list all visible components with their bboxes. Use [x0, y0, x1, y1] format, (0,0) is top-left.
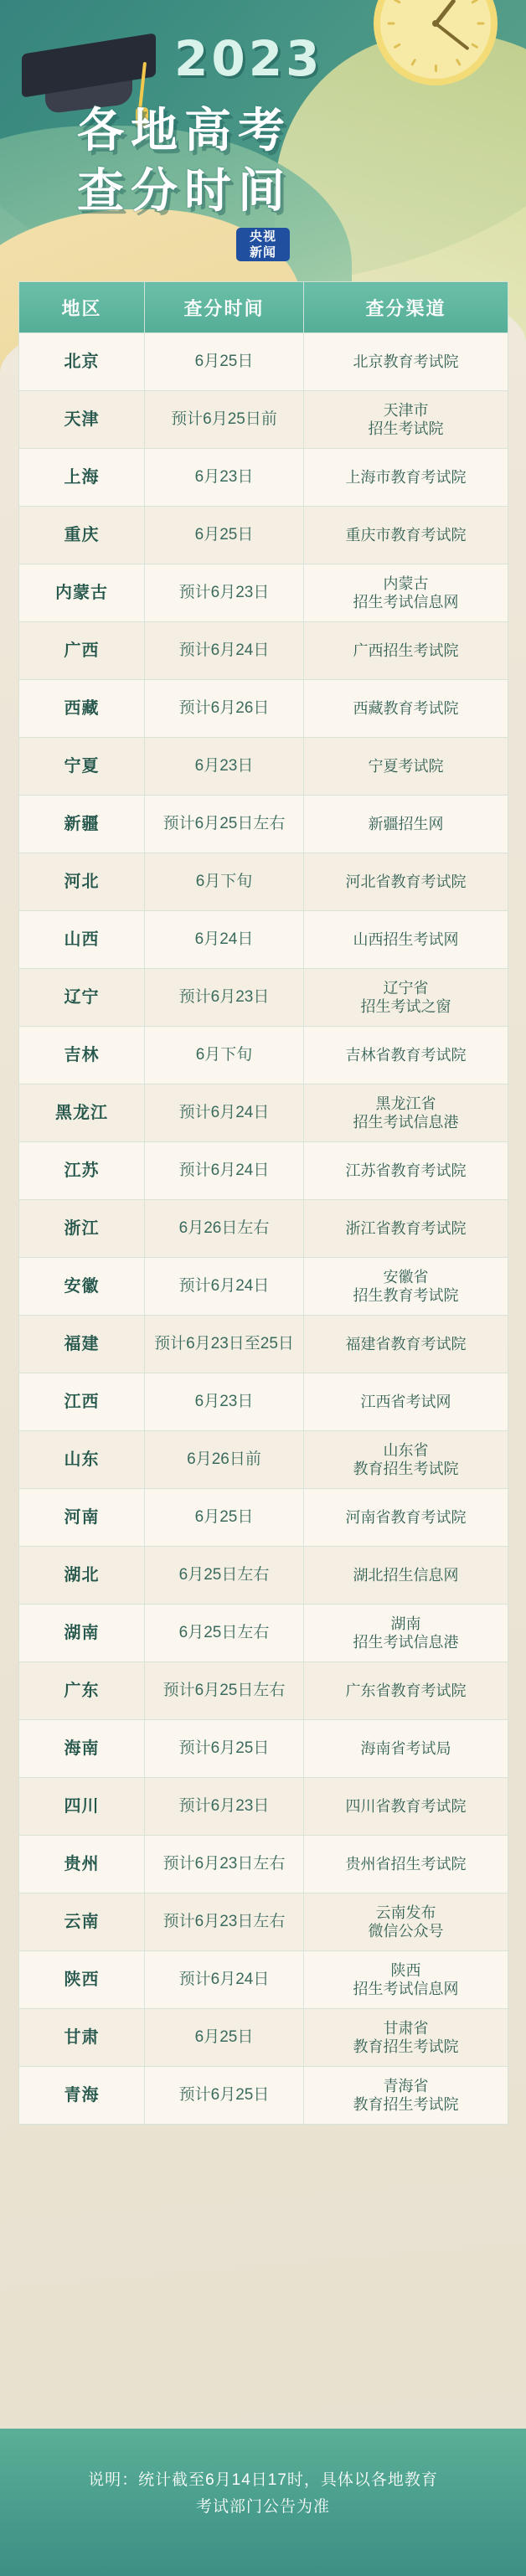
cell-channel: 宁夏考试院 [304, 738, 508, 796]
cell-region: 湖北 [19, 1547, 145, 1605]
table-row [19, 1836, 508, 1893]
cell-time: 预计6月25日 [145, 1720, 304, 1778]
cell-channel: 云南发布 微信公众号 [304, 1893, 508, 1951]
table-row [19, 1951, 508, 2009]
column-header-channel: 查分渠道 [304, 282, 508, 333]
cell-time: 6月26日左右 [145, 1200, 304, 1258]
table-row [19, 680, 508, 738]
cell-channel: 江西省考试网 [304, 1373, 508, 1431]
cell-channel: 青海省 教育招生考试院 [304, 2067, 508, 2125]
cell-channel: 广东省教育考试院 [304, 1662, 508, 1720]
cell-region: 山东 [19, 1431, 145, 1489]
table-row [19, 1547, 508, 1605]
poster-title-line-1: 各地高考 [77, 104, 291, 157]
table-row [19, 1778, 508, 1836]
cell-time: 6月25日 [145, 2009, 304, 2067]
cell-region: 云南 [19, 1893, 145, 1951]
cell-channel: 陕西 招生考试信息网 [304, 1951, 508, 2009]
cell-region: 西藏 [19, 680, 145, 738]
table-row [19, 796, 508, 853]
cell-time: 6月26日前 [145, 1431, 304, 1489]
table-row [19, 1373, 508, 1431]
table-row [19, 622, 508, 680]
table-row [19, 911, 508, 969]
table-row [19, 564, 508, 622]
table-row [19, 2009, 508, 2067]
cell-region: 江西 [19, 1373, 145, 1431]
cell-time: 预计6月24日 [145, 622, 304, 680]
cell-channel: 海南省考试局 [304, 1720, 508, 1778]
cell-channel: 北京教育考试院 [304, 333, 508, 391]
cell-time: 6月下旬 [145, 1027, 304, 1084]
cell-channel: 新疆招生网 [304, 796, 508, 853]
table-row [19, 969, 508, 1027]
cell-channel: 吉林省教育考试院 [304, 1027, 508, 1084]
table-row [19, 1200, 508, 1258]
cell-channel: 内蒙古 招生考试信息网 [304, 564, 508, 622]
cell-region: 广东 [19, 1662, 145, 1720]
cell-region: 浙江 [19, 1200, 145, 1258]
cell-time: 预计6月23日 [145, 969, 304, 1027]
cell-region: 甘肃 [19, 2009, 145, 2067]
cell-region: 重庆 [19, 507, 145, 564]
cell-time: 6月25日 [145, 507, 304, 564]
footer-note-line-1: 说明：统计截至6月14日17时，具体以各地教育 [88, 2471, 438, 2489]
cell-channel: 贵州省招生考试院 [304, 1836, 508, 1893]
cell-channel: 河北省教育考试院 [304, 853, 508, 911]
cell-channel: 福建省教育考试院 [304, 1316, 508, 1373]
cell-channel: 河南省教育考试院 [304, 1489, 508, 1547]
cell-time: 6月23日 [145, 738, 304, 796]
cell-region: 安徽 [19, 1258, 145, 1316]
table-row [19, 1431, 508, 1489]
cell-time: 预计6月24日 [145, 1084, 304, 1142]
table-row [19, 1084, 508, 1142]
table-body [19, 333, 508, 2125]
cell-channel: 四川省教育考试院 [304, 1778, 508, 1836]
poster-footer [0, 2429, 526, 2576]
table-row [19, 391, 508, 449]
table-row [19, 507, 508, 564]
cell-region: 湖南 [19, 1605, 145, 1662]
cell-time: 预计6月23日左右 [145, 1836, 304, 1893]
cell-time: 预计6月23日 [145, 1778, 304, 1836]
cell-time: 预计6月24日 [145, 1951, 304, 2009]
cctv-news-logo [236, 228, 290, 261]
table-row [19, 1720, 508, 1778]
cell-channel: 山西招生考试网 [304, 911, 508, 969]
cell-channel: 甘肃省 教育招生考试院 [304, 2009, 508, 2067]
footer-note-line-2: 考试部门公告为准 [195, 2498, 330, 2517]
schedule-table-wrapper [18, 281, 508, 2125]
cell-region: 黑龙江 [19, 1084, 145, 1142]
cell-channel: 上海市教育考试院 [304, 449, 508, 507]
cell-time: 预计6月23日 [145, 564, 304, 622]
cell-channel: 江苏省教育考试院 [304, 1142, 508, 1200]
cell-time: 预计6月25日 [145, 2067, 304, 2125]
exam-score-schedule-table [18, 281, 508, 2125]
cell-time: 预计6月24日 [145, 1258, 304, 1316]
cell-time: 6月25日左右 [145, 1547, 304, 1605]
cell-region: 内蒙古 [19, 564, 145, 622]
cell-time: 6月25日左右 [145, 1605, 304, 1662]
cell-time: 预计6月26日 [145, 680, 304, 738]
cell-region: 江苏 [19, 1142, 145, 1200]
cell-region: 青海 [19, 2067, 145, 2125]
cell-channel: 黑龙江省 招生考试信息港 [304, 1084, 508, 1142]
cell-channel: 重庆市教育考试院 [304, 507, 508, 564]
table-row [19, 1142, 508, 1200]
table-row [19, 853, 508, 911]
table-row [19, 2067, 508, 2125]
cell-time: 6月25日 [145, 333, 304, 391]
cell-region: 新疆 [19, 796, 145, 853]
cell-channel: 湖北招生信息网 [304, 1547, 508, 1605]
table-row [19, 449, 508, 507]
cell-time: 预计6月23日至25日 [145, 1316, 304, 1373]
column-header-time: 查分时间 [145, 282, 304, 333]
column-header-region: 地区 [19, 282, 145, 333]
cell-region: 天津 [19, 391, 145, 449]
cell-channel: 辽宁省 招生考试之窗 [304, 969, 508, 1027]
cell-channel: 湖南 招生考试信息港 [304, 1605, 508, 1662]
cell-region: 宁夏 [19, 738, 145, 796]
table-row [19, 1662, 508, 1720]
cell-channel: 安徽省 招生教育考试院 [304, 1258, 508, 1316]
cell-region: 福建 [19, 1316, 145, 1373]
cctv-logo-line-1: 央视 [249, 229, 276, 244]
cell-region: 上海 [19, 449, 145, 507]
cell-region: 贵州 [19, 1836, 145, 1893]
table-row [19, 1316, 508, 1373]
cell-region: 海南 [19, 1720, 145, 1778]
table-header-row [19, 282, 508, 333]
table-row [19, 1605, 508, 1662]
cell-region: 四川 [19, 1778, 145, 1836]
cell-region: 广西 [19, 622, 145, 680]
cell-region: 北京 [19, 333, 145, 391]
cell-time: 预计6月23日左右 [145, 1893, 304, 1951]
cell-time: 6月24日 [145, 911, 304, 969]
cell-time: 预计6月25日左右 [145, 1662, 304, 1720]
table-row [19, 1489, 508, 1547]
table-row [19, 1893, 508, 1951]
cell-channel: 西藏教育考试院 [304, 680, 508, 738]
cell-channel: 天津市 招生考试院 [304, 391, 508, 449]
cctv-logo-line-2: 新闻 [249, 245, 276, 260]
cell-region: 山西 [19, 911, 145, 969]
cell-region: 陕西 [19, 1951, 145, 2009]
table-row [19, 333, 508, 391]
table-row [19, 1258, 508, 1316]
cell-channel: 广西招生考试院 [304, 622, 508, 680]
cell-region: 河南 [19, 1489, 145, 1547]
cell-time: 预计6月24日 [145, 1142, 304, 1200]
cell-region: 吉林 [19, 1027, 145, 1084]
cell-channel: 山东省 教育招生考试院 [304, 1431, 508, 1489]
table-row [19, 1027, 508, 1084]
cell-time: 预计6月25日前 [145, 391, 304, 449]
poster-title-line-2: 查分时间 [77, 164, 291, 217]
cell-time: 6月23日 [145, 1373, 304, 1431]
poster-year: 2023 [174, 30, 323, 87]
cell-time: 预计6月25日左右 [145, 796, 304, 853]
cell-region: 辽宁 [19, 969, 145, 1027]
table-row [19, 738, 508, 796]
cell-time: 6月下旬 [145, 853, 304, 911]
cell-time: 6月23日 [145, 449, 304, 507]
cell-time: 6月25日 [145, 1489, 304, 1547]
cell-channel: 浙江省教育考试院 [304, 1200, 508, 1258]
cell-region: 河北 [19, 853, 145, 911]
footer-note [42, 2467, 484, 2522]
